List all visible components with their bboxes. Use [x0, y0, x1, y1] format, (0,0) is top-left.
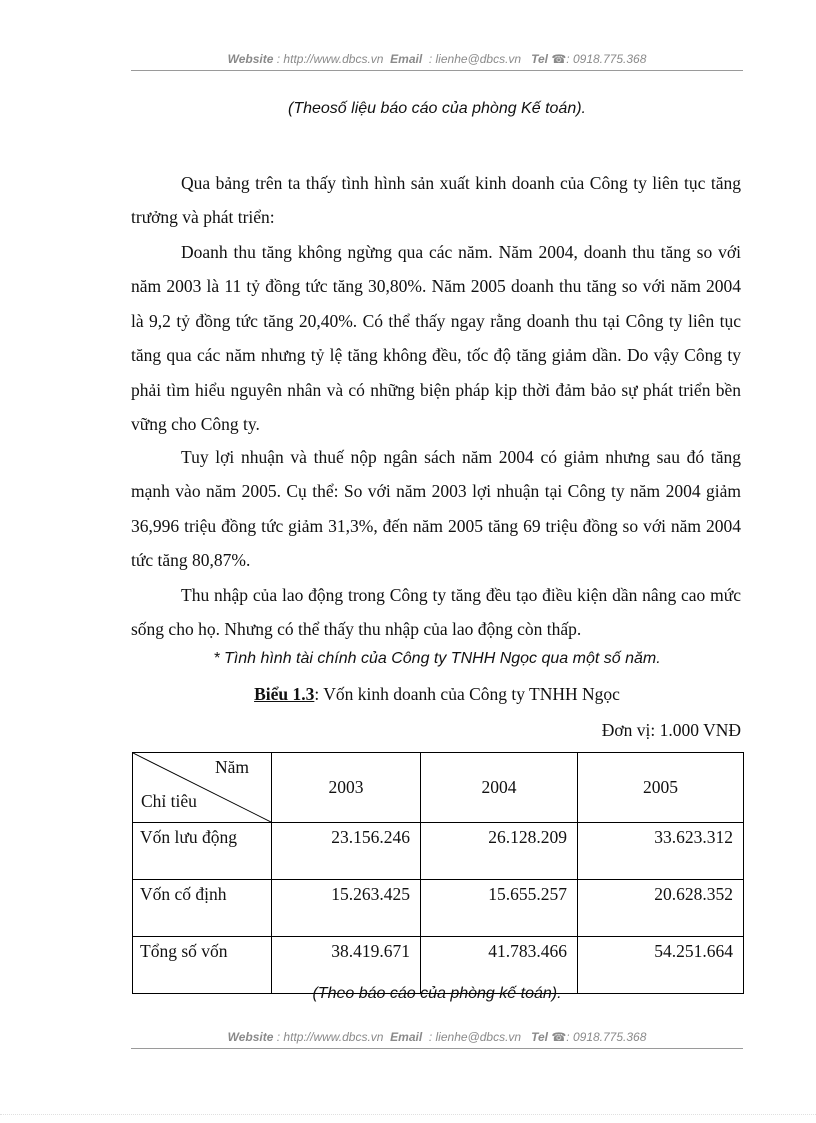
table-cell: 38.419.671	[272, 937, 421, 994]
table-cell: 23.156.246	[272, 823, 421, 880]
page-edge-divider	[0, 1114, 816, 1115]
table-row	[133, 823, 744, 880]
row-label: Vốn lưu động	[133, 823, 272, 880]
table-cell: 54.251.664	[578, 937, 744, 994]
website-url[interactable]: : http://www.dbcs.vn	[276, 52, 384, 66]
email-label: Email	[390, 1030, 423, 1044]
email-address[interactable]: : lienhe@dbcs.vn	[428, 52, 522, 66]
capital-table	[132, 752, 744, 994]
tel-label: Tel	[531, 1030, 548, 1044]
page-footer	[131, 1030, 743, 1044]
table-cell: 15.655.257	[421, 880, 578, 937]
website-label: Website	[227, 52, 274, 66]
corner-year-label: Năm	[214, 757, 249, 777]
table-cell: 33.623.312	[578, 823, 744, 880]
corner-indicator-label: Chỉ tiêu	[141, 791, 197, 811]
caption-label: Biểu 1.3	[254, 684, 315, 704]
email-address[interactable]: : lienhe@dbcs.vn	[428, 1030, 522, 1044]
footer-divider	[131, 1048, 743, 1049]
tel-number: : 0918.775.368	[566, 52, 647, 66]
phone-icon: ☎	[551, 1030, 567, 1044]
tel-label: Tel	[531, 52, 548, 66]
caption-text: : Vốn kinh doanh của Công ty TNHH Ngọc	[314, 684, 620, 704]
table-cell: 15.263.425	[272, 880, 421, 937]
table-cell: 20.628.352	[578, 880, 744, 937]
paragraph-2: Doanh thu tăng không ngừng qua các năm. Năm 2004, doanh thu tăng so với năm 2003 là 11 tỷ đồng tức tăng 30,80%. Năm 2005 doanh thu tăng so với năm 2004 là 9,2 tỷ đồng tức tăng 20,40%. Có thể thấy ngay rằng doanh thu tại Công ty liên tục tăng qua các năm nhưng tỷ lệ tăng không đều, tốc độ tăng giảm dần. Do vậy Công ty phải tìm hiểu nguyên nhân và có những biện pháp kịp thời đảm bảo sự phát triển bền vững cho Công ty.	[131, 242, 741, 435]
unit-label: Đơn vị: 1.000 VNĐ	[601, 720, 741, 740]
table-cell: 26.128.209	[421, 823, 578, 880]
year-header: 2005	[578, 753, 744, 823]
source-note-top: (Theosố liệu báo cáo của phòng Kế toán).	[288, 100, 586, 117]
paragraph-1: Qua bảng trên ta thấy tình hình sản xuất kinh doanh của Công ty liên tục tăng trưởng và phát triển:	[131, 173, 741, 228]
paragraph-4: Thu nhập của lao động trong Công ty tăng đều tạo điều kiện dần nâng cao mức sống cho họ. Nhưng có thể thấy thu nhập của lao động còn thấp.	[131, 585, 741, 640]
website-label: Website	[227, 1030, 274, 1044]
row-label: Tổng số vốn	[133, 937, 272, 994]
source-note-bottom: (Theo báo cáo của phòng kế toán).	[312, 985, 562, 1002]
table-header-row	[133, 753, 744, 823]
tel-number: : 0918.775.368	[566, 1030, 647, 1044]
section-subheading: * Tình hình tài chính của Công ty TNHH Ngọc qua một số năm.	[213, 650, 661, 667]
year-header: 2003	[272, 753, 421, 823]
table-row	[133, 880, 744, 937]
paragraph-3: Tuy lợi nhuận và thuế nộp ngân sách năm 2004 có giảm nhưng sau đó tăng mạnh vào năm 2005. Cụ thể: So với năm 2003 lợi nhuận tại Công ty năm 2004 giảm 36,996 triệu đồng tức giảm 31,3%, đến năm 2005 tăng 69 triệu đồng so với năm 2004 tức tăng 80,87%.	[131, 447, 741, 571]
table-caption	[131, 684, 743, 705]
header-divider	[131, 70, 743, 71]
email-label: Email	[390, 52, 423, 66]
page-header	[131, 52, 743, 66]
year-header: 2004	[421, 753, 578, 823]
row-label: Vốn cố định	[133, 880, 272, 937]
table-cell: 41.783.466	[421, 937, 578, 994]
corner-cell	[133, 753, 272, 823]
website-url[interactable]: : http://www.dbcs.vn	[276, 1030, 384, 1044]
phone-icon: ☎	[551, 52, 567, 66]
